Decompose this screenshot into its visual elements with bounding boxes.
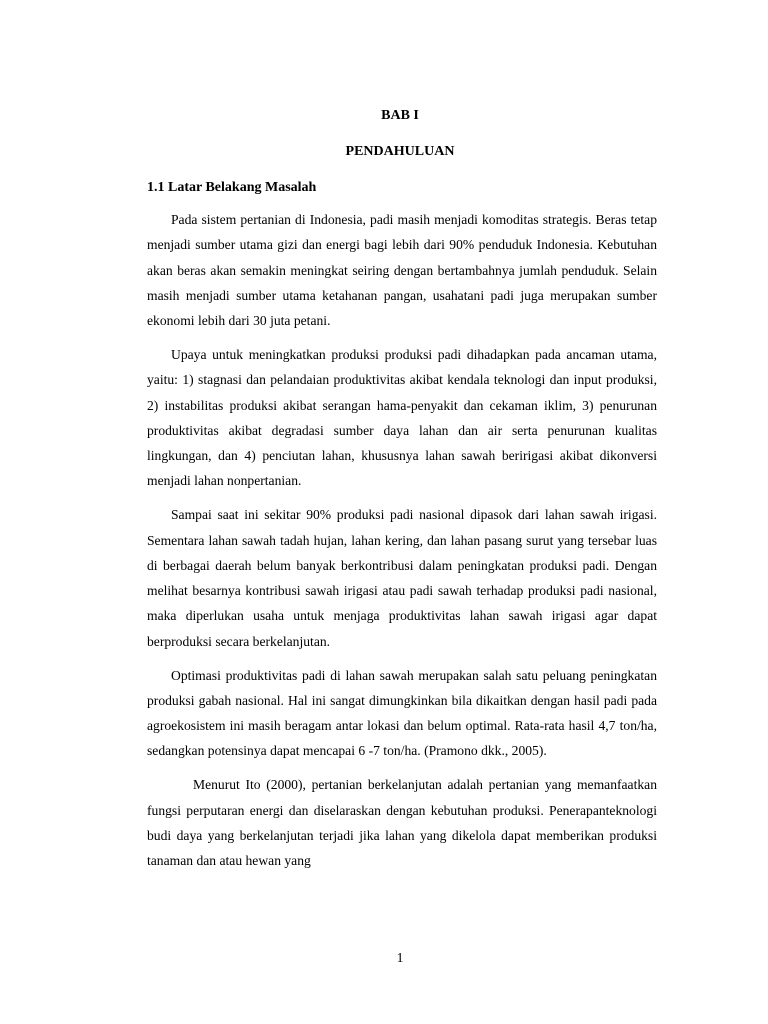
paragraph-3: Sampai saat ini sekitar 90% produksi padi nasional dipasok dari lahan sawah irigasi. Sementara lahan sawah tadah hujan, lahan kering, dan lahan pasang surut yang tersebar luas di berbagai daerah belum banyak berkontribusi dalam peningkatan produksi padi. Dengan melihat besarnya kontribusi sawah irigasi atau padi sawah terhadap produksi padi nasional, maka diperlukan usaha untuk menjaga produktivitas lahan sawah irigasi agar dapat berproduksi secara berkelanjutan. — [147, 507, 657, 649]
paragraph-2: Upaya untuk meningkatkan produksi produksi padi dihadapkan pada ancaman utama, yaitu: 1) stagnasi dan pelandaian produktivitas akibat kendala teknologi dan input produksi, 2) instabilitas produksi akibat serangan hama-penyakit dan cekaman iklim, 3) penurunan produktivitas akibat degradasi sumber daya lahan dan air serta penurunan kualitas lingkungan, dan 4) penciutan lahan, khususnya lahan sawah beririgasi akibat dikonversi menjadi lahan nonpertanian. — [147, 346, 657, 489]
chapter-number: BAB I — [381, 108, 419, 123]
paragraph-4: Optimasi produktivitas padi di lahan sawah merupakan salah satu peluang peningkatan produksi gabah nasional. Hal ini sangat dimungkinkan bila dikaitkan dengan hasil padi pada agroekosistem ini masih beragam antar lokasi dan belum optimal. Rata-rata hasil 4,7 ton/ha, sedangkan potensinya dapat mencapai 6 -7 ton/ha. (Pramono dkk., 2005). — [147, 667, 657, 759]
paragraph-1: Pada sistem pertanian di Indonesia, padi masih menjadi komoditas strategis. Beras tetap menjadi sumber utama gizi dan energi bagi lebih dari 90% penduduk Indonesia. Kebutuhan akan beras akan semakin meningkat seiring dengan bertambahnya jumlah penduduk. Selain masih menjadi sumber utama ketahanan pangan, usahatani padi juga merupakan sumber ekonomi lebih dari 30 juta petani. — [147, 212, 657, 329]
page-number: 1 — [396, 950, 404, 965]
section-heading: 1.1 Latar Belakang Masalah — [147, 180, 317, 195]
chapter-title: PENDAHULUAN — [345, 144, 455, 159]
paragraph-5: Menurut Ito (2000), pertanian berkelanjutan adalah pertanian yang memanfaatkan fungsi perputaran energi dan diselaraskan dengan kebutuhan produksi. Penerapanteknologi budi daya yang berkelanjutan terjadi jika lahan yang dikelola dapat memberikan produksi tanaman dan atau hewan yang — [147, 777, 657, 869]
body-text — [147, 207, 657, 882]
